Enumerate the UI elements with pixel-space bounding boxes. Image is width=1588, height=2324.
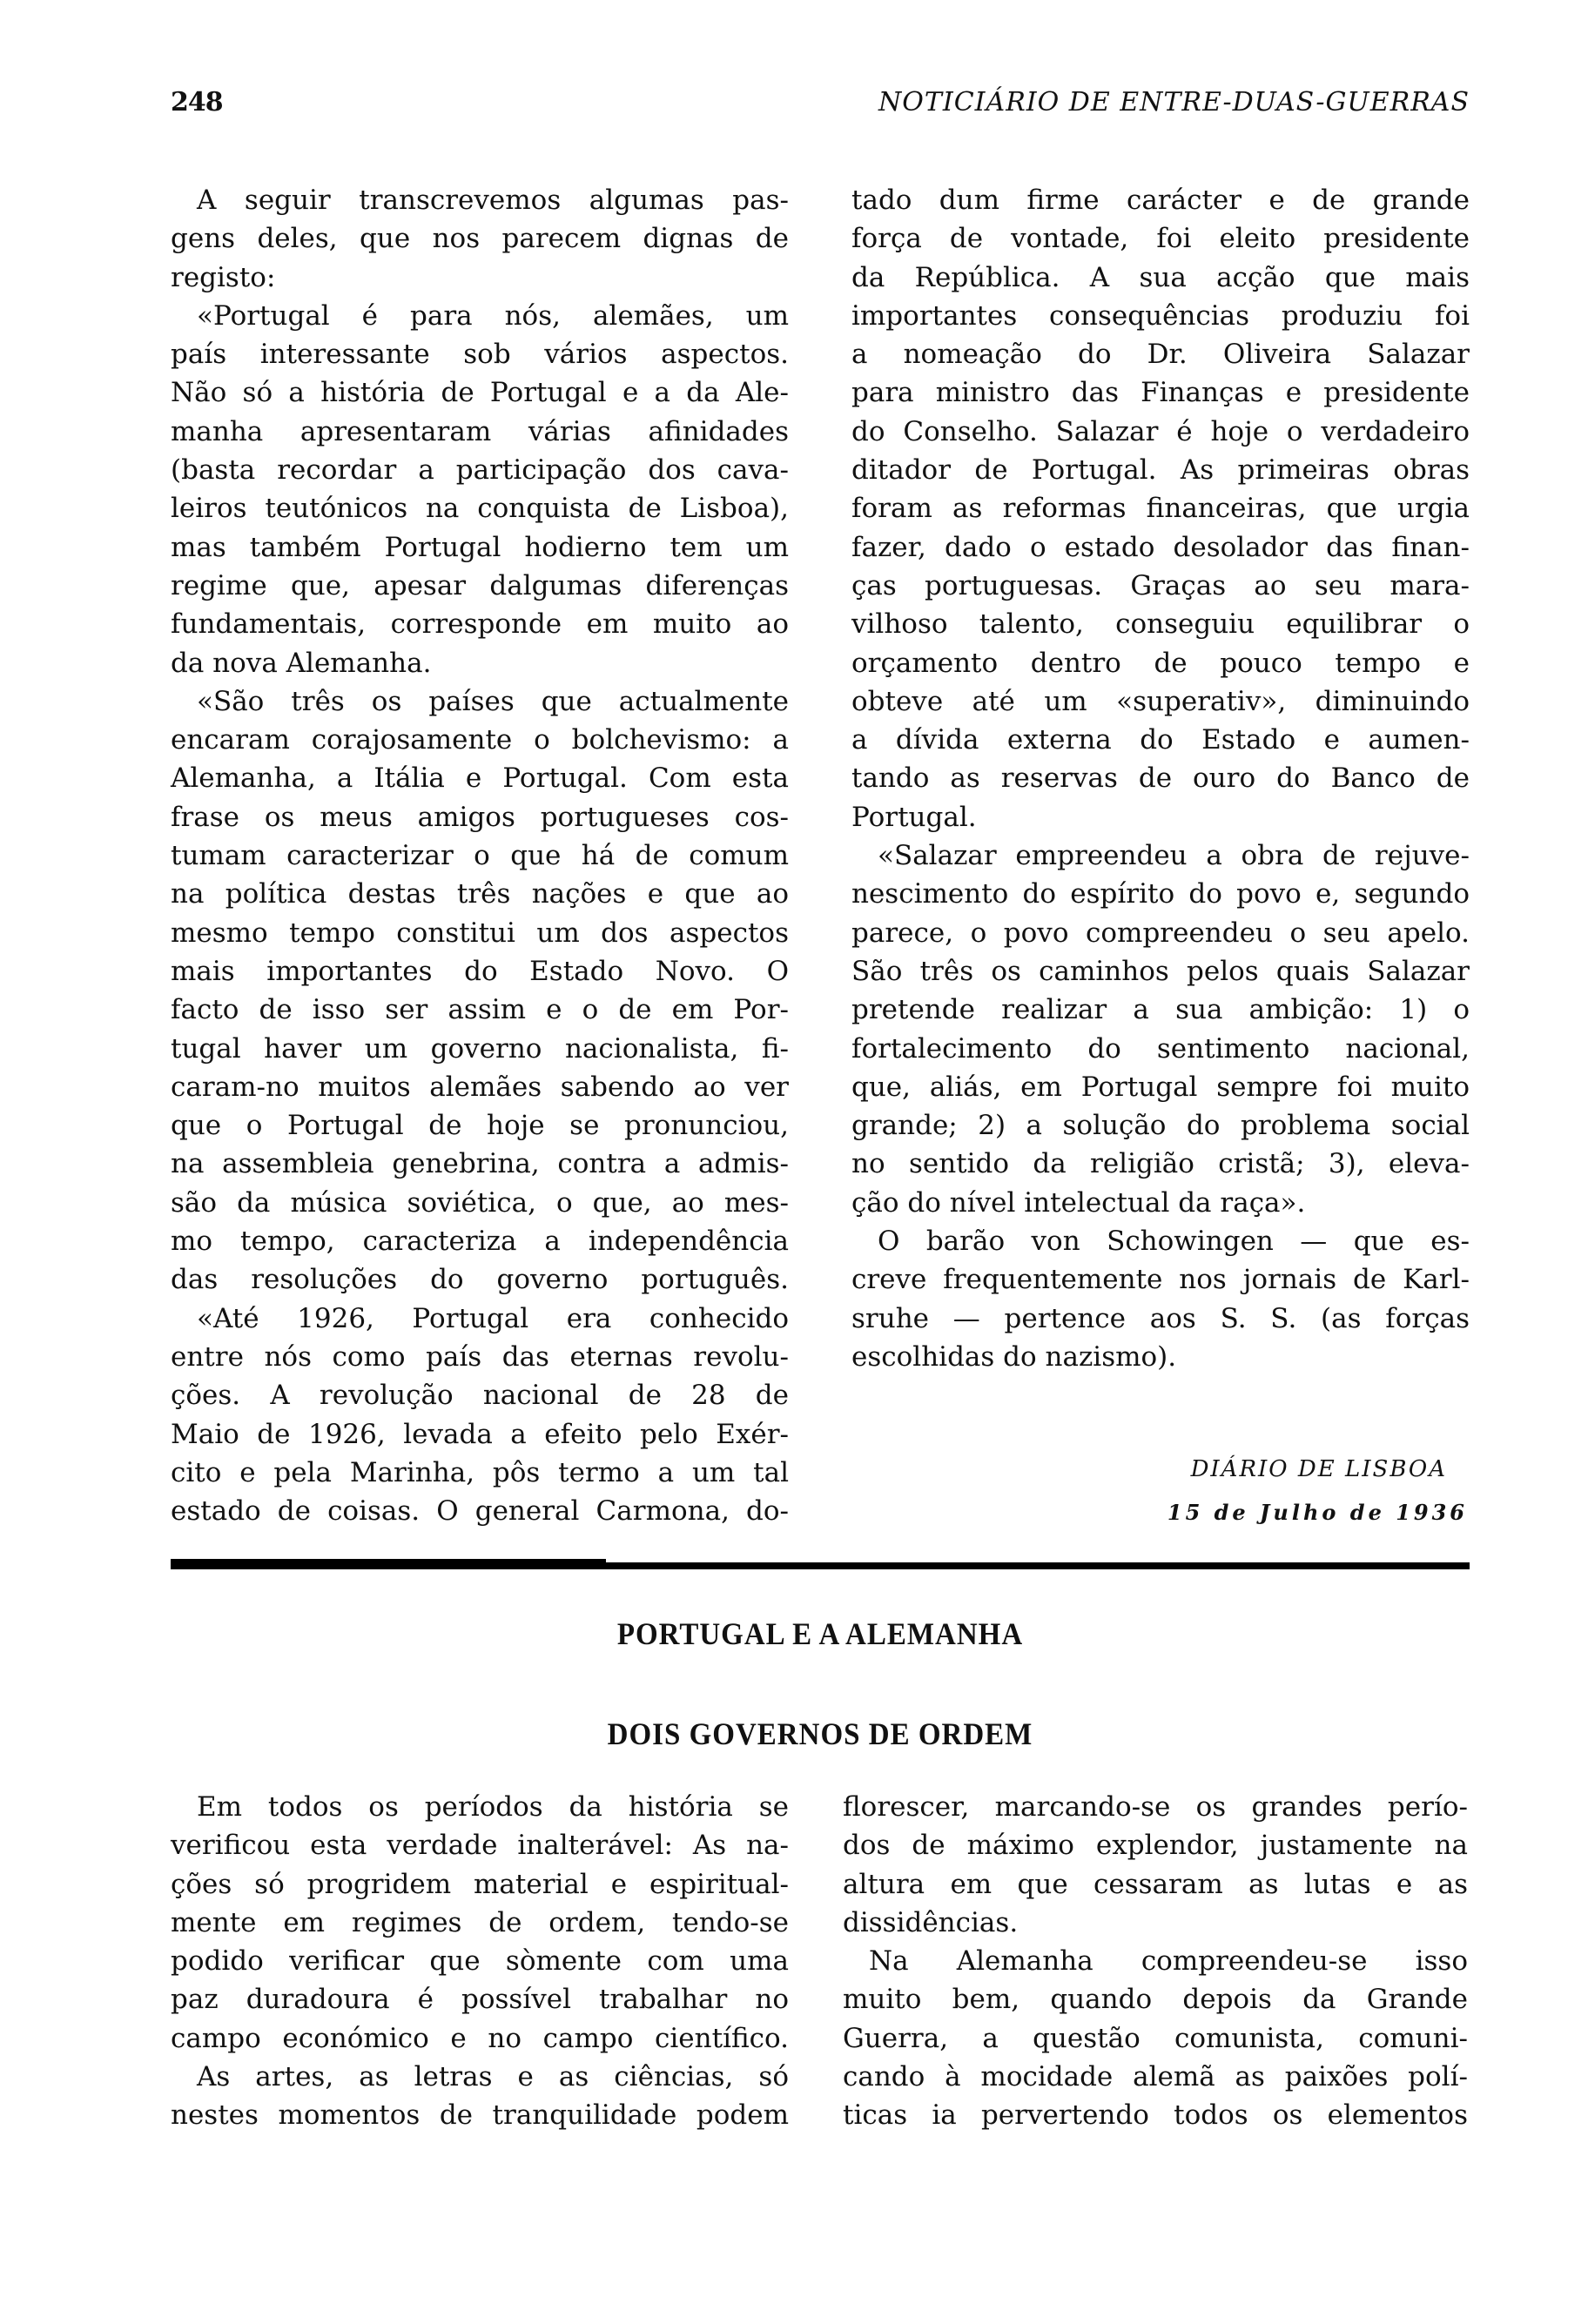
article-signature xyxy=(1167,1456,1468,1525)
text-line: na política destas três nações e que ao xyxy=(171,878,789,910)
text-line: creve frequentemente nos jornais de Karl- xyxy=(851,1264,1470,1296)
text-line: pretende realizar a sua ambição: 1) o xyxy=(851,994,1470,1026)
text-line: dos de máximo explendor, justamente na xyxy=(843,1830,1468,1862)
text-line: obteve até um «superativ», diminuindo xyxy=(851,685,1470,717)
text-line: gens deles, que nos parecem dignas de xyxy=(171,223,789,255)
text-line: parece, o povo compreendeu o seu apelo. xyxy=(851,917,1470,949)
signature-date: 15 de Julho de 1936 xyxy=(1167,1500,1468,1525)
text-line: São três os caminhos pelos quais Salazar xyxy=(851,955,1470,987)
text-line: que, aliás, em Portugal sempre foi muito xyxy=(851,1071,1470,1103)
text-line: na assembleia genebrina, contra a admis- xyxy=(171,1148,789,1180)
text-line: estado de coisas. O general Carmona, do- xyxy=(171,1495,789,1528)
text-line: Alemanha, a Itália e Portugal. Com esta xyxy=(171,762,789,795)
text-line: sruhe — pertence aos S. S. (as forças xyxy=(851,1302,1470,1334)
section-divider xyxy=(171,1562,1470,1569)
text-line: ditador de Portugal. As primeiras obras xyxy=(851,454,1470,487)
text-line: mais importantes do Estado Novo. O xyxy=(171,955,789,987)
article-title: PORTUGAL E A ALEMANHA xyxy=(616,1617,1024,1652)
text-line: orçamento dentro de pouco tempo e xyxy=(851,647,1470,679)
article-1-column-left xyxy=(171,181,789,1530)
text-line: a nomeação do Dr. Oliveira Salazar xyxy=(851,339,1470,371)
text-line: fundamentais, corresponde em muito ao xyxy=(171,608,789,641)
text-line: registo: xyxy=(171,261,276,293)
text-line: mas também Portugal hodierno tem um xyxy=(171,531,789,563)
text-line: nescimento do espírito do povo e, segundo xyxy=(851,878,1470,910)
text-line: tumam caracterizar o que há de comum xyxy=(171,840,789,872)
text-line: da República. A sua acção que mais xyxy=(851,261,1470,293)
text-line: As artes, as letras e as ciências, só xyxy=(197,2061,789,2093)
running-title: NOTICIÁRIO DE ENTRE-DUAS-GUERRAS xyxy=(878,87,1470,118)
text-line: altura em que cessaram as lutas e as xyxy=(843,1868,1468,1900)
text-line: podido verificar que sòmente com uma xyxy=(171,1945,789,1978)
page-header xyxy=(171,87,1470,125)
text-line: dissidências. xyxy=(843,1906,1019,1938)
article-2-column-right xyxy=(843,1788,1468,2135)
text-line: país interessante sob vários aspectos. xyxy=(171,339,789,371)
text-line: encaram corajosamente o bolchevismo: a xyxy=(171,724,789,756)
text-line: força de vontade, foi eleito presidente xyxy=(851,223,1470,255)
text-line: leiros teutónicos na conquista de Lisboa), xyxy=(171,493,789,525)
text-line: florescer, marcando-se os grandes perío- xyxy=(843,1791,1468,1823)
text-line: facto de isso ser assim e o de em Por- xyxy=(171,994,789,1026)
text-line: cando à mocidade alemã as paixões polí- xyxy=(843,2061,1468,2093)
text-line: da nova Alemanha. xyxy=(171,647,432,679)
page-number: 248 xyxy=(171,87,223,118)
text-line: tado dum firme carácter e de grande xyxy=(851,185,1470,216)
text-line: das resoluções do governo português. xyxy=(171,1264,789,1296)
text-line: (basta recordar a participação dos cava- xyxy=(171,454,789,487)
text-line: ções. A revolução nacional de 28 de xyxy=(171,1380,789,1412)
text-line: campo económico e no campo científico. xyxy=(171,2022,789,2054)
text-line: «Até 1926, Portugal era conhecido xyxy=(197,1302,789,1334)
text-line: muito bem, quando depois da Grande xyxy=(843,1984,1468,2016)
text-line: Na Alemanha compreendeu-se isso xyxy=(869,1945,1468,1978)
text-line: ças portuguesas. Graças ao seu mara- xyxy=(851,569,1470,601)
text-line: regime que, apesar dalgumas diferenças xyxy=(171,569,789,601)
text-line: fortalecimento do sentimento nacional, xyxy=(851,1032,1470,1065)
text-line: caram-no muitos alemães sabendo ao ver xyxy=(171,1071,789,1103)
text-line: A seguir transcrevemos algumas pas- xyxy=(197,185,789,216)
text-line: foram as reformas financeiras, que urgia xyxy=(851,493,1470,525)
text-line: que o Portugal de hoje se pronunciou, xyxy=(171,1110,789,1142)
text-line: Guerra, a questão comunista, comuni- xyxy=(843,2022,1468,2054)
text-line: escolhidas do nazismo). xyxy=(851,1340,1177,1373)
text-line: «São três os países que actualmente xyxy=(197,685,789,717)
text-line: «Portugal é para nós, alemães, um xyxy=(197,299,789,332)
article-1-column-right xyxy=(851,181,1470,1376)
text-line: mente em regimes de ordem, tendo-se xyxy=(171,1906,789,1938)
text-line: O barão von Schowingen — que es- xyxy=(878,1226,1470,1258)
text-line: ticas ia pervertendo todos os elementos xyxy=(843,2099,1468,2132)
text-line: verificou esta verdade inalterável: As na- xyxy=(171,1830,789,1862)
text-line: mesmo tempo constitui um dos aspectos xyxy=(171,917,789,949)
signature-source: DIÁRIO DE LISBOA xyxy=(1190,1456,1447,1482)
text-line: vilhoso talento, conseguiu equilibrar o xyxy=(851,608,1470,641)
text-line: tugal haver um governo nacionalista, fi- xyxy=(171,1032,789,1065)
text-line: para ministro das Finanças e presidente xyxy=(851,377,1470,409)
text-line: ções só progridem material e espiritual- xyxy=(171,1868,789,1900)
text-line: fazer, dado o estado desolador das finan- xyxy=(851,531,1470,563)
text-line: do Conselho. Salazar é hoje o verdadeiro xyxy=(851,415,1470,447)
text-line: ção do nível intelectual da raça». xyxy=(851,1186,1306,1219)
article-2-column-left xyxy=(171,1788,789,2135)
text-line: grande; 2) a solução do problema social xyxy=(851,1110,1470,1142)
text-line: paz duradoura é possível trabalhar no xyxy=(171,1984,789,2016)
text-line: manha apresentaram várias afinidades xyxy=(171,415,789,447)
text-line: Portugal. xyxy=(851,801,977,833)
text-line: cito e pela Marinha, pôs termo a um tal xyxy=(171,1456,789,1488)
text-line: Em todos os períodos da história se xyxy=(197,1791,789,1823)
text-line: são da música soviética, o que, ao mes- xyxy=(171,1186,789,1219)
text-line: entre nós como país das eternas revolu- xyxy=(171,1340,789,1373)
text-line: importantes consequências produziu foi xyxy=(851,299,1470,332)
text-line: no sentido da religião cristã; 3), eleva- xyxy=(851,1148,1470,1180)
text-line: mo tempo, caracteriza a independência xyxy=(171,1226,789,1258)
text-line: Maio de 1926, levada a efeito pelo Exér- xyxy=(171,1418,789,1450)
text-line: tando as reservas de ouro do Banco de xyxy=(851,762,1470,795)
article-subtitle: DOIS GOVERNOS DE ORDEM xyxy=(607,1717,1033,1752)
text-line: a dívida externa do Estado e aumen- xyxy=(851,724,1470,756)
text-line: «Salazar empreendeu a obra de rejuve- xyxy=(878,840,1470,872)
text-line: Não só a história de Portugal e a da Ale- xyxy=(171,377,789,409)
text-line: frase os meus amigos portugueses cos- xyxy=(171,801,789,833)
text-line: nestes momentos de tranquilidade podem xyxy=(171,2099,789,2132)
